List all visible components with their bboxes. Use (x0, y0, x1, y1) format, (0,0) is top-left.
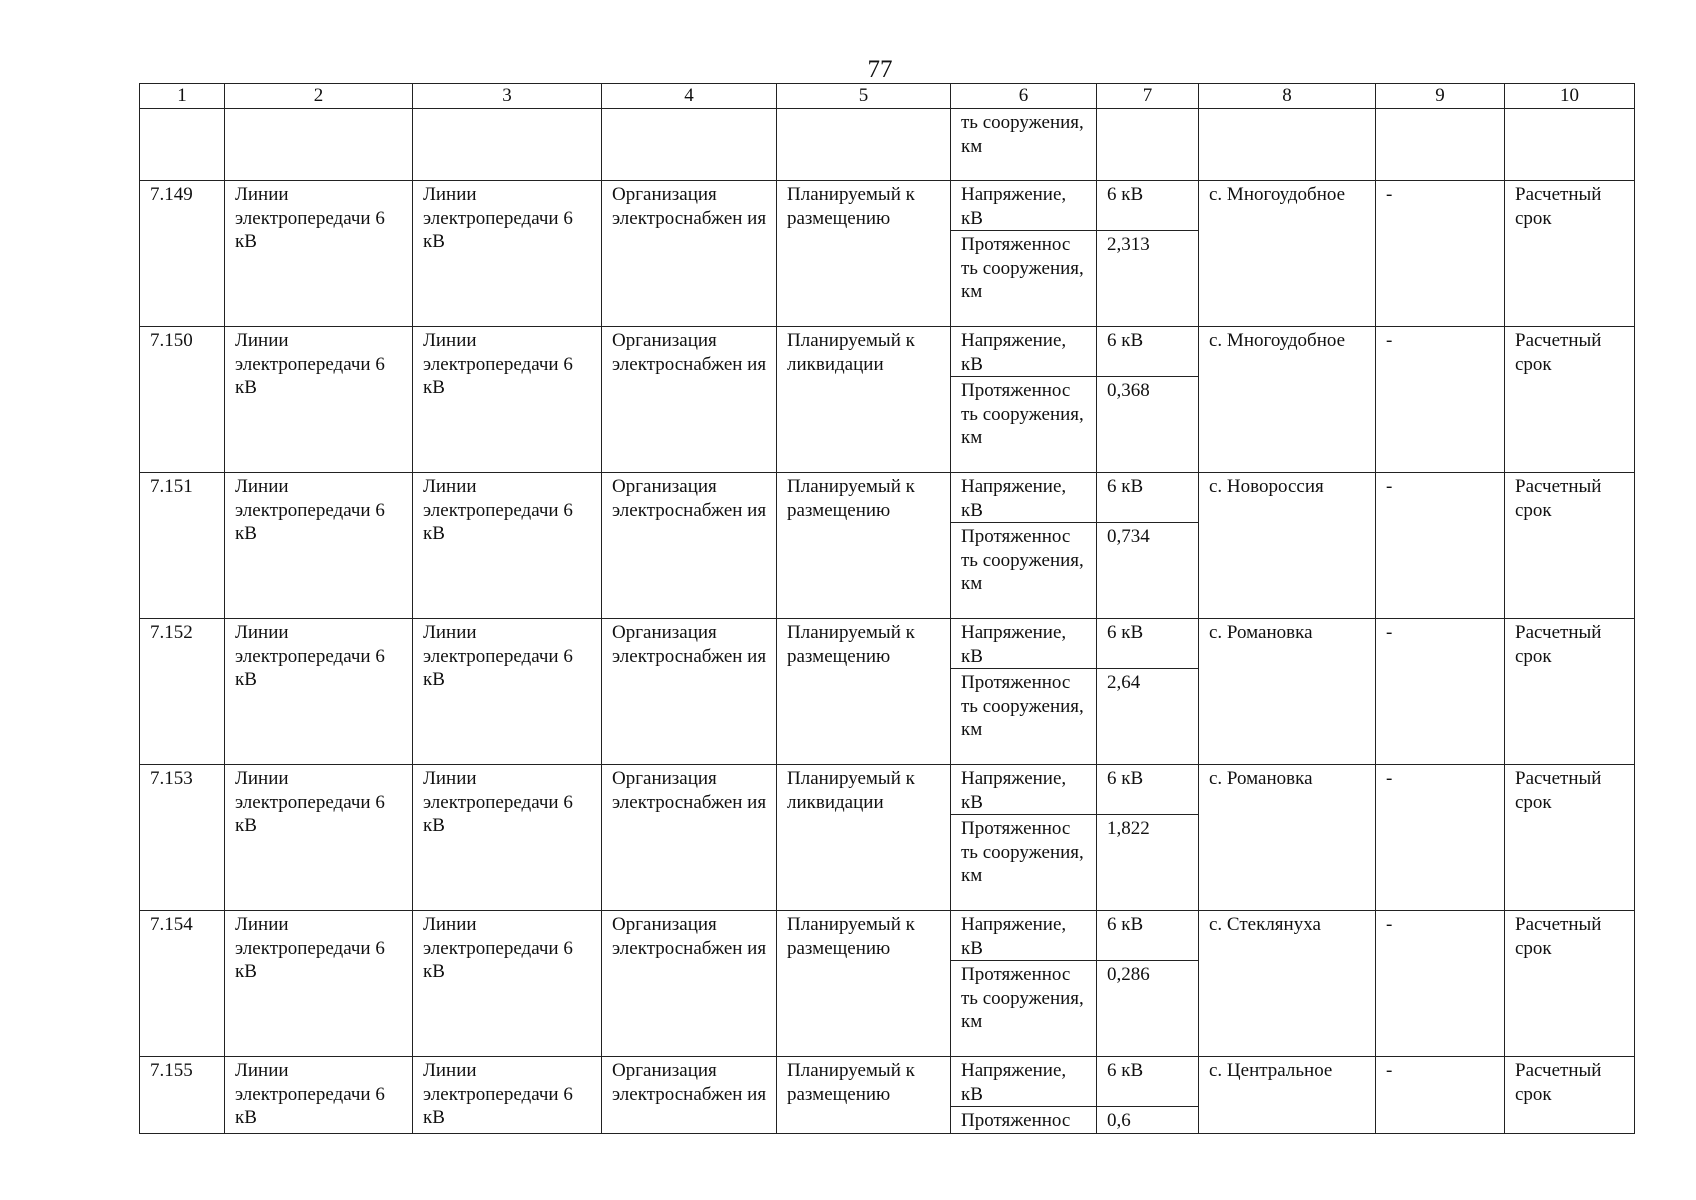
column-number: 9 (1376, 84, 1505, 109)
table-row (140, 181, 1635, 231)
status-cell: Планируемый к размещению (777, 473, 951, 619)
param-value-cell: 0,734 (1097, 523, 1199, 619)
table-row (140, 327, 1635, 377)
object-name-cell: Линии электропередачи 6 кВ (225, 619, 413, 765)
zone-cell: - (1376, 327, 1505, 473)
term-cell: Расчетный срок (1505, 1057, 1635, 1134)
param-name-cell: Напряжение, кВ (951, 327, 1097, 377)
location-cell: с. Романовка (1199, 619, 1376, 765)
table-cell (413, 109, 602, 181)
param-name-cell: ть сооружения, км (951, 109, 1097, 181)
object-type-cell: Линии электропередачи 6 кВ (413, 327, 602, 473)
param-name-cell: Напряжение, кВ (951, 911, 1097, 961)
status-cell: Планируемый к размещению (777, 911, 951, 1057)
column-number: 4 (602, 84, 777, 109)
param-value-cell: 6 кВ (1097, 181, 1199, 231)
table-cell (1199, 109, 1376, 181)
table-row (140, 619, 1635, 669)
param-name-cell: Напряжение, кВ (951, 619, 1097, 669)
zone-cell: - (1376, 473, 1505, 619)
term-cell: Расчетный срок (1505, 473, 1635, 619)
status-cell: Планируемый к размещению (777, 1057, 951, 1134)
param-value-cell: 2,64 (1097, 669, 1199, 765)
location-cell: с. Романовка (1199, 765, 1376, 911)
param-value-cell: 6 кВ (1097, 327, 1199, 377)
table-cell (140, 109, 225, 181)
column-number: 6 (951, 84, 1097, 109)
continuation-row (140, 109, 1635, 181)
param-value-cell: 6 кВ (1097, 911, 1199, 961)
zone-cell: - (1376, 181, 1505, 327)
param-value-cell: 6 кВ (1097, 473, 1199, 523)
param-value-cell: 1,822 (1097, 815, 1199, 911)
purpose-cell: Организация электроснабжен ия (602, 327, 777, 473)
param-value-cell: 0,286 (1097, 961, 1199, 1057)
row-number-cell: 7.153 (140, 765, 225, 911)
status-cell: Планируемый к размещению (777, 181, 951, 327)
purpose-cell: Организация электроснабжен ия (602, 765, 777, 911)
param-name-cell: Напряжение, кВ (951, 181, 1097, 231)
table-cell (602, 109, 777, 181)
table-cell (777, 109, 951, 181)
column-number-row (140, 84, 1635, 109)
object-name-cell: Линии электропередачи 6 кВ (225, 1057, 413, 1134)
zone-cell: - (1376, 1057, 1505, 1134)
status-cell: Планируемый к ликвидации (777, 765, 951, 911)
object-name-cell: Линии электропередачи 6 кВ (225, 765, 413, 911)
term-cell: Расчетный срок (1505, 911, 1635, 1057)
purpose-cell: Организация электроснабжен ия (602, 911, 777, 1057)
purpose-cell: Организация электроснабжен ия (602, 473, 777, 619)
column-number: 2 (225, 84, 413, 109)
param-name-cell: Напряжение, кВ (951, 473, 1097, 523)
purpose-cell: Организация электроснабжен ия (602, 181, 777, 327)
term-cell: Расчетный срок (1505, 765, 1635, 911)
param-name-cell: Протяженнос ть сооружения, км (951, 669, 1097, 765)
table-row (140, 1057, 1635, 1107)
table-row (140, 473, 1635, 523)
object-type-cell: Линии электропередачи 6 кВ (413, 911, 602, 1057)
param-name-cell: Протяженнос ть сооружения, км (951, 231, 1097, 327)
zone-cell: - (1376, 911, 1505, 1057)
table-row (140, 911, 1635, 961)
row-number-cell: 7.151 (140, 473, 225, 619)
table-cell (1097, 109, 1199, 181)
param-name-cell: Напряжение, кВ (951, 1057, 1097, 1107)
param-name-cell: Напряжение, кВ (951, 765, 1097, 815)
param-value-cell: 0,6 (1097, 1107, 1199, 1134)
column-number: 10 (1505, 84, 1635, 109)
column-number: 8 (1199, 84, 1376, 109)
table-cell (225, 109, 413, 181)
param-value-cell: 2,313 (1097, 231, 1199, 327)
param-name-cell: Протяженнос ть сооружения, км (951, 961, 1097, 1057)
location-cell: с. Стеклянуха (1199, 911, 1376, 1057)
object-type-cell: Линии электропередачи 6 кВ (413, 619, 602, 765)
column-number: 1 (140, 84, 225, 109)
table-cell (1376, 109, 1505, 181)
object-type-cell: Линии электропередачи 6 кВ (413, 1057, 602, 1134)
location-cell: с. Многоудобное (1199, 327, 1376, 473)
facilities-table (139, 83, 1635, 1134)
param-value-cell: 6 кВ (1097, 765, 1199, 815)
row-number-cell: 7.155 (140, 1057, 225, 1134)
page-number: 77 (867, 56, 893, 83)
zone-cell: - (1376, 765, 1505, 911)
status-cell: Планируемый к ликвидации (777, 327, 951, 473)
param-value-cell: 6 кВ (1097, 1057, 1199, 1107)
row-number-cell: 7.150 (140, 327, 225, 473)
row-number-cell: 7.152 (140, 619, 225, 765)
table-cell (1505, 109, 1635, 181)
object-name-cell: Линии электропередачи 6 кВ (225, 181, 413, 327)
column-number: 3 (413, 84, 602, 109)
object-name-cell: Линии электропередачи 6 кВ (225, 911, 413, 1057)
status-cell: Планируемый к размещению (777, 619, 951, 765)
param-value-cell: 0,368 (1097, 377, 1199, 473)
zone-cell: - (1376, 619, 1505, 765)
column-number: 7 (1097, 84, 1199, 109)
param-name-cell: Протяженнос ть сооружения, км (951, 523, 1097, 619)
object-type-cell: Линии электропередачи 6 кВ (413, 473, 602, 619)
table-row (140, 765, 1635, 815)
location-cell: с. Новороссия (1199, 473, 1376, 619)
term-cell: Расчетный срок (1505, 619, 1635, 765)
row-number-cell: 7.149 (140, 181, 225, 327)
param-value-cell: 6 кВ (1097, 619, 1199, 669)
object-type-cell: Линии электропередачи 6 кВ (413, 765, 602, 911)
location-cell: с. Центральное (1199, 1057, 1376, 1134)
purpose-cell: Организация электроснабжен ия (602, 619, 777, 765)
object-name-cell: Линии электропередачи 6 кВ (225, 327, 413, 473)
param-name-cell: Протяженнос (951, 1107, 1097, 1134)
term-cell: Расчетный срок (1505, 327, 1635, 473)
object-type-cell: Линии электропередачи 6 кВ (413, 181, 602, 327)
row-number-cell: 7.154 (140, 911, 225, 1057)
param-name-cell: Протяженнос ть сооружения, км (951, 815, 1097, 911)
location-cell: с. Многоудобное (1199, 181, 1376, 327)
purpose-cell: Организация электроснабжен ия (602, 1057, 777, 1134)
term-cell: Расчетный срок (1505, 181, 1635, 327)
param-name-cell: Протяженнос ть сооружения, км (951, 377, 1097, 473)
column-number: 5 (777, 84, 951, 109)
object-name-cell: Линии электропередачи 6 кВ (225, 473, 413, 619)
